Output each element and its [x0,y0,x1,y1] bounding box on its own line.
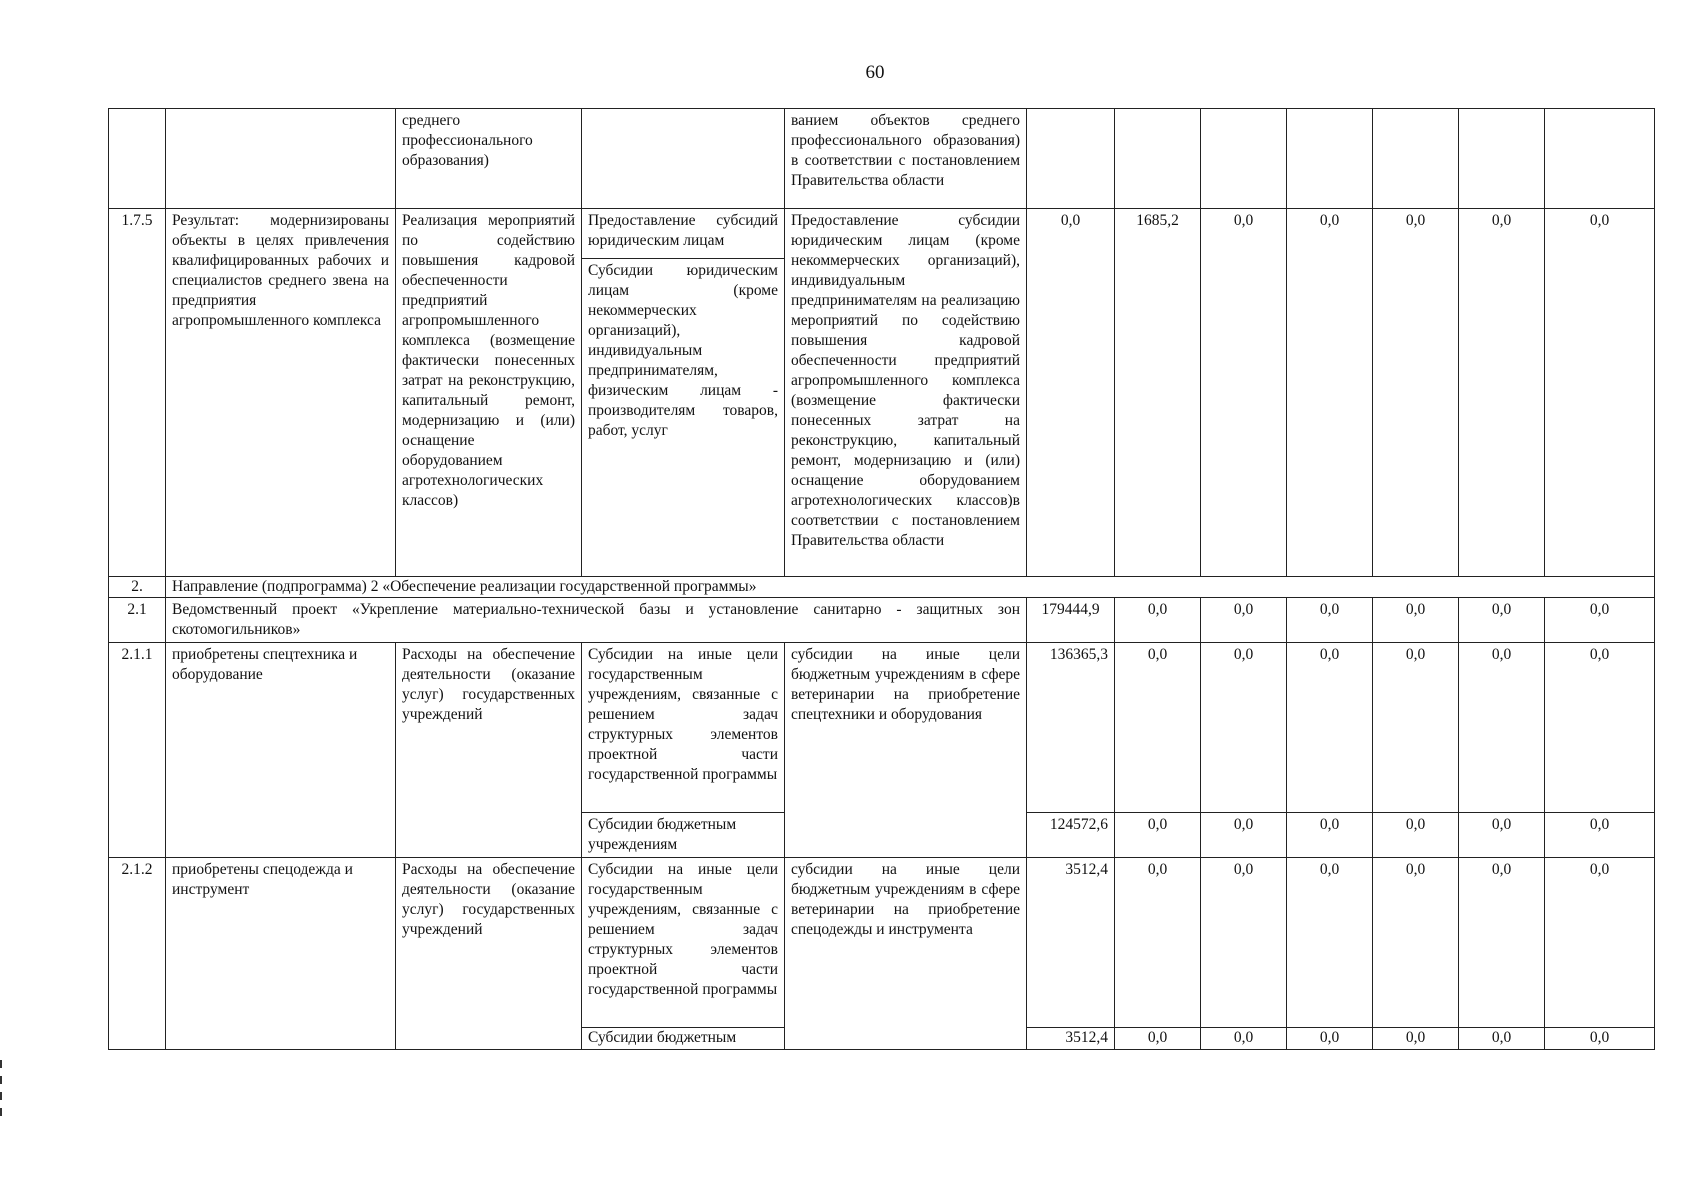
cell-value: 0,0 [1373,598,1459,643]
cell-value: 0,0 [1373,1028,1459,1050]
cell-value: 124572,6 [1027,813,1115,858]
cell-value: 0,0 [1201,598,1287,643]
cell-event: среднего профессионального образования) [396,109,582,209]
cell-event: Расходы на обеспечение деятельности (оказание услуг) государственных учреждений [396,643,582,858]
cell-value: 0,0 [1373,858,1459,1028]
section-title: Направление (подпрограмма) 2 «Обеспечение реализации государственной программы» [166,577,1655,598]
cell-value: 0,0 [1459,643,1545,813]
cell-value: 3512,4 [1027,858,1115,1028]
cell-result: приобретены спецтехника и оборудование [166,643,396,858]
table-row-2-1-2 [109,858,1655,1028]
cell-desc: субсидии на иные цели бюджетным учреждениям в сфере ветеринарии на приобретение спецтехники и оборудования [785,643,1027,858]
cell-value [1459,109,1545,209]
cell-value: 0,0 [1287,643,1373,813]
cell-desc: ванием объектов среднего профессионального образования) в соответствии с постановлением Правительства области [785,109,1027,209]
cell-type-2: Субсидии юридическим лицам (кроме некоммерческих организаций), индивидуальным предпринимателям, физическим лицам - производителям товаров, работ, услуг [582,259,785,577]
table-row-2-1-1 [109,643,1655,813]
cell-value: 0,0 [1201,209,1287,577]
project-title: Ведомственный проект «Укрепление материально-технической базы и установление санитарно - защитных зон скотомогильников» [166,598,1027,643]
cell-value: 0,0 [1115,598,1201,643]
cell-result: Результат: модернизированы объекты в целях привлечения квалифицированных рабочих и специалистов среднего звена на предприятия агропромышленного комплекса [166,209,396,577]
scan-margin-marks [0,1060,4,1124]
table-row-continuation [109,109,1655,209]
cell-value: 0,0 [1459,1028,1545,1050]
row-number: 1.7.5 [109,209,166,577]
cell-value: 0,0 [1201,1028,1287,1050]
cell-value: 136365,3 [1027,643,1115,813]
cell-type-2: Субсидии бюджетным [582,1028,785,1050]
cell-value: 0,0 [1201,643,1287,813]
cell-value: 0,0 [1115,643,1201,813]
program-table [108,108,1655,1050]
cell-value: 0,0 [1115,1028,1201,1050]
cell-type [582,109,785,209]
cell-value: 0,0 [1287,1028,1373,1050]
cell-type-1: Субсидии на иные цели государственным учреждениям, связанные с решением задач структурных элементов проектной части государственной программы [582,643,785,813]
cell-type-2: Субсидии бюджетным учреждениям [582,813,785,858]
cell-value: 0,0 [1287,858,1373,1028]
cell-value [1373,109,1459,209]
table-row-2 [109,577,1655,598]
cell-desc: субсидии на иные цели бюджетным учреждениям в сфере ветеринарии на приобретение спецодежды и инструмента [785,858,1027,1050]
cell-value: 0,0 [1287,598,1373,643]
cell-value [1115,109,1201,209]
cell-value: 0,0 [1545,598,1655,643]
cell-num [109,109,166,209]
cell-value: 0,0 [1545,858,1655,1028]
cell-value: 0,0 [1459,813,1545,858]
table-row-2-1 [109,598,1655,643]
cell-result [166,109,396,209]
cell-type-1: Предоставление субсидий юридическим лицам [582,209,785,259]
table-row-1-7-5 [109,209,1655,259]
cell-value: 0,0 [1459,858,1545,1028]
cell-value: 0,0 [1287,813,1373,858]
cell-value: 179444,9 [1027,598,1115,643]
page-number: 60 [865,62,885,83]
cell-value: 0,0 [1459,209,1545,577]
cell-value: 0,0 [1545,1028,1655,1050]
row-number: 2. [109,577,166,598]
cell-value: 0,0 [1287,209,1373,577]
cell-value: 0,0 [1201,858,1287,1028]
cell-value: 0,0 [1459,598,1545,643]
cell-value [1027,109,1115,209]
cell-value: 3512,4 [1027,1028,1115,1050]
cell-value: 0,0 [1115,813,1201,858]
cell-value: 1685,2 [1115,209,1201,577]
cell-value: 0,0 [1373,643,1459,813]
cell-type-1: Субсидии на иные цели государственным учреждениям, связанные с решением задач структурных элементов проектной части государственной программы [582,858,785,1028]
cell-value: 0,0 [1373,813,1459,858]
cell-desc: Предоставление субсидии юридическим лицам (кроме некоммерческих организаций), индивидуальным предпринимателям на реализацию мероприятий по содействию повышения кадровой обеспеченности предприятий агропромышленного комплекса (возмещение фактически понесенных затрат на реконструкцию, капитальный ремонт, модернизацию и (или) оснащение оборудованием агротехнологических классов)в соответствии с постановлением Правительства области [785,209,1027,577]
cell-event: Реализация мероприятий по содействию повышения кадровой обеспеченности предприятий агропромышленного комплекса (возмещение фактически понесенных затрат на реконструкцию, капитальный ремонт, модернизацию и (или) оснащение оборудованием агротехнологических классов) [396,209,582,577]
cell-value [1201,109,1287,209]
cell-value: 0,0 [1373,209,1459,577]
cell-value: 0,0 [1115,858,1201,1028]
row-number: 2.1.2 [109,858,166,1050]
cell-value [1545,109,1655,209]
cell-value: 0,0 [1201,813,1287,858]
cell-value: 0,0 [1027,209,1115,577]
cell-value: 0,0 [1545,643,1655,813]
row-number: 2.1.1 [109,643,166,858]
cell-result: приобретены спецодежда и инструмент [166,858,396,1050]
row-number: 2.1 [109,598,166,643]
cell-value [1287,109,1373,209]
cell-event: Расходы на обеспечение деятельности (оказание услуг) государственных учреждений [396,858,582,1050]
cell-value: 0,0 [1545,209,1655,577]
cell-value: 0,0 [1545,813,1655,858]
